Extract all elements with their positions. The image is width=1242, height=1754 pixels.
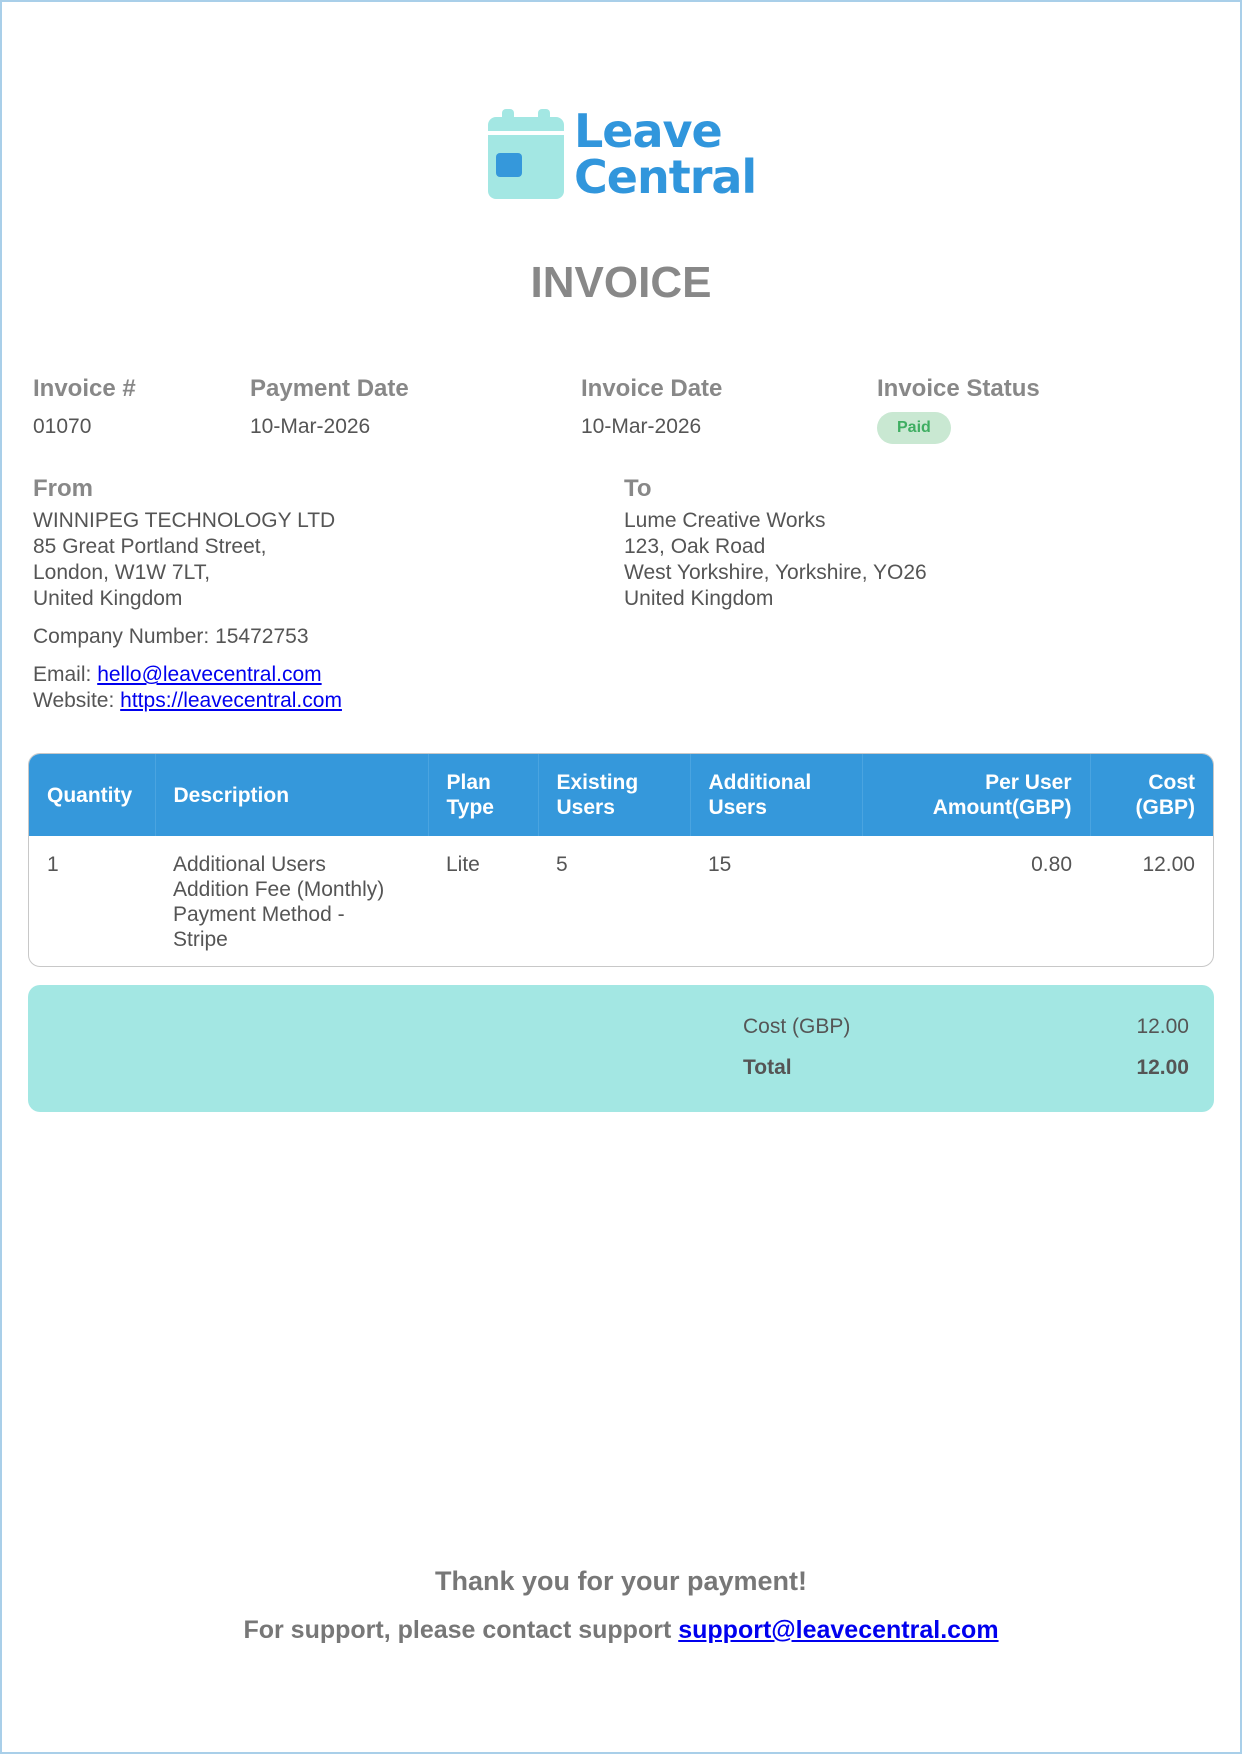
status-badge: Paid	[877, 412, 951, 444]
support-message	[0, 1616, 1242, 1645]
support-text: For support, please contact support	[243, 1616, 672, 1644]
company-logo	[488, 104, 757, 204]
invoice-number-block	[33, 374, 136, 440]
cell-description: Additional Users Addition Fee (Monthly) Payment Method - Stripe	[173, 853, 385, 951]
website-label: Website:	[33, 689, 115, 712]
from-company-name: WINNIPEG TECHNOLOGY LTD	[33, 509, 336, 532]
from-address	[33, 474, 342, 714]
website-link[interactable]: https://leavecentral.com	[120, 689, 342, 712]
totals-total-row	[743, 1056, 1189, 1080]
col-header-per-user-amount: Per User Amount(GBP)	[862, 754, 1090, 836]
logo-word-central: Central	[574, 150, 757, 204]
totals-cost-row	[743, 1015, 1189, 1039]
invoice-status-label: Invoice Status	[877, 375, 1040, 402]
payment-date-block	[250, 374, 409, 440]
invoice-date-block	[581, 374, 722, 440]
support-email-link[interactable]: support@leavecentral.com	[678, 1616, 999, 1644]
totals-cost-value: 12.00	[1136, 1015, 1189, 1038]
invoice-date-value: 10-Mar-2026	[581, 415, 702, 438]
to-label: To	[624, 475, 652, 502]
payment-date-label: Payment Date	[250, 375, 409, 402]
to-address	[624, 474, 927, 612]
to-address-line1: 123, Oak Road	[624, 535, 766, 558]
col-header-additional-users: Additional Users	[690, 754, 862, 836]
cell-cost: 12.00	[1142, 853, 1195, 876]
payment-date-value: 10-Mar-2026	[250, 415, 371, 438]
items-table	[28, 753, 1214, 967]
totals-total-value: 12.00	[1136, 1056, 1189, 1079]
email-link[interactable]: hello@leavecentral.com	[97, 663, 322, 686]
logo-word-leave: Leave	[574, 104, 722, 158]
table-row	[29, 836, 1213, 966]
cell-existing-users: 5	[556, 853, 568, 876]
totals-cost-label: Cost (GBP)	[743, 1015, 851, 1038]
calendar-icon	[488, 109, 564, 199]
cell-additional-users: 15	[708, 853, 732, 876]
to-company-name: Lume Creative Works	[624, 509, 826, 532]
email-label: Email:	[33, 663, 92, 686]
page-title: INVOICE	[530, 258, 712, 307]
invoice-number-label: Invoice #	[33, 375, 136, 402]
cell-per-user-amount: 0.80	[1031, 853, 1072, 876]
cell-quantity: 1	[47, 853, 59, 876]
from-address-line2: London, W1W 7LT,	[33, 561, 211, 584]
invoice-number-value: 01070	[33, 415, 92, 438]
to-country: United Kingdom	[624, 587, 774, 610]
invoice-status-block	[877, 374, 1040, 444]
thank-you-message: Thank you for your payment!	[434, 1566, 808, 1596]
cell-plan-type: Lite	[446, 853, 480, 876]
col-header-plan-type: Plan Type	[428, 754, 538, 836]
totals-panel	[28, 985, 1214, 1112]
from-label: From	[33, 475, 93, 502]
table-header-row	[29, 754, 1213, 836]
col-header-existing-users: Existing Users	[538, 754, 690, 836]
to-address-line2: West Yorkshire, Yorkshire, YO26	[624, 561, 927, 584]
col-header-quantity: Quantity	[29, 754, 155, 836]
col-header-description: Description	[155, 754, 428, 836]
totals-total-label: Total	[743, 1056, 792, 1079]
col-header-cost: Cost (GBP)	[1090, 754, 1213, 836]
invoice-date-label: Invoice Date	[581, 375, 723, 402]
company-number: Company Number: 15472753	[33, 625, 309, 648]
from-country: United Kingdom	[33, 587, 183, 610]
from-address-line1: 85 Great Portland Street,	[33, 535, 267, 558]
